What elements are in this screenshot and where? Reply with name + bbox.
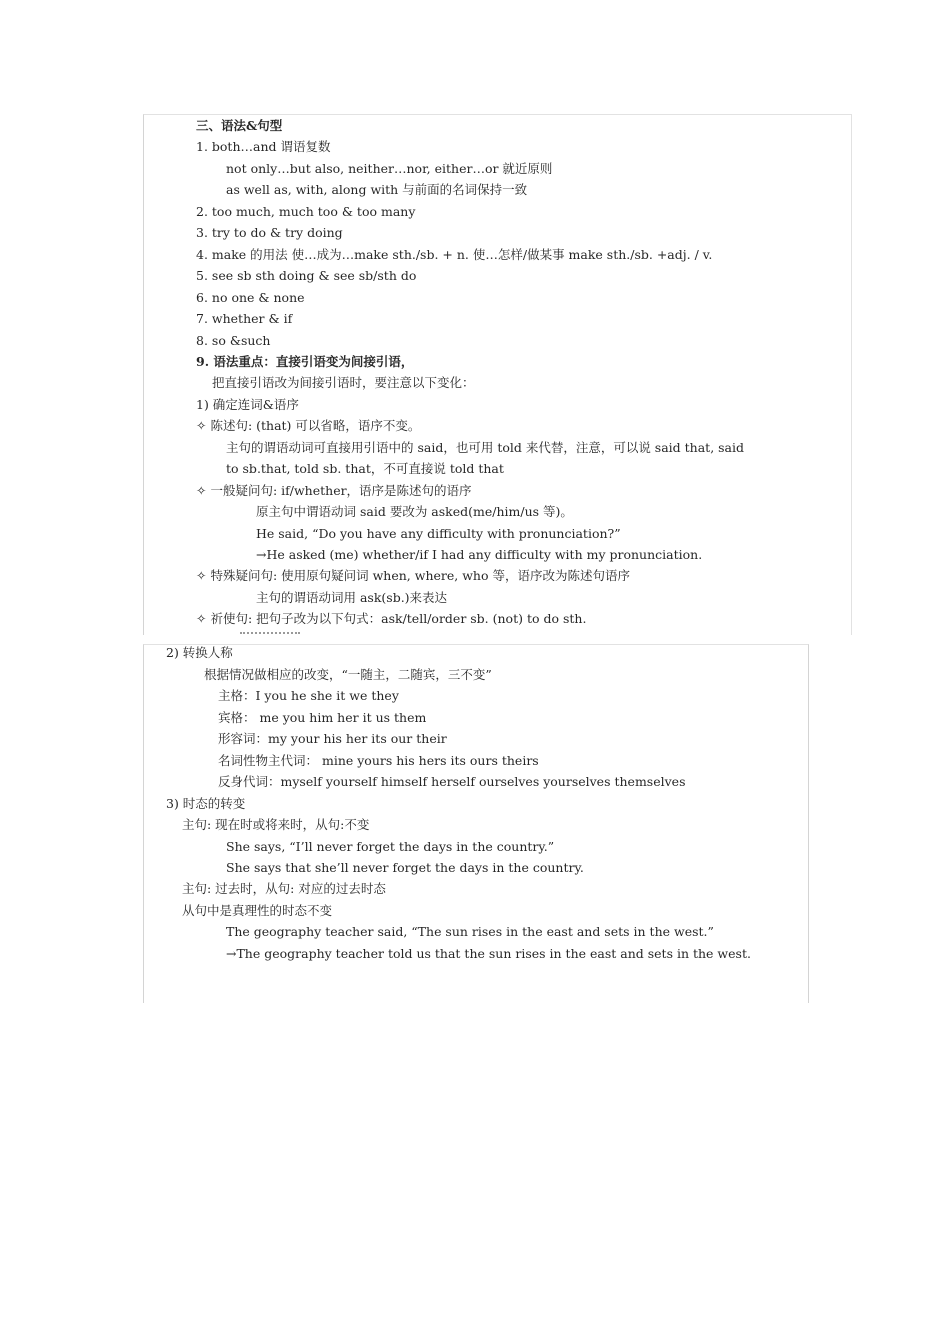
subsection-conjunction-order: 1) 确定连词&语序 bbox=[196, 397, 299, 412]
item-4-make: 4. make 的用法 使…成为…make sth./sb. + n. 使…怎样/做某事 make sth./sb. +adj. / v. bbox=[196, 247, 713, 262]
item-7-whether: 7. whether & if bbox=[196, 311, 293, 326]
tense-example-indirect: She says that she’ll never forget the days in the country. bbox=[226, 860, 584, 875]
pronouns-adjective: 形容词：my your his her its our their bbox=[218, 731, 447, 746]
tense-rule-present: 主句: 现在时或将来时，从句:不变 bbox=[182, 817, 370, 832]
item-1-both-and: 1. both…and 谓语复数 bbox=[196, 139, 331, 154]
yes-no-note: 原主句中谓语动词 said 要改为 asked(me/him/us 等)。 bbox=[256, 504, 573, 519]
cut-off-text-remnant bbox=[240, 630, 300, 634]
person-change-rule: 根据情况做相应的改变，“一随主，二随宾，三不变” bbox=[204, 667, 492, 682]
subsection-tense-change: 3) 时态的转变 bbox=[166, 796, 246, 811]
yes-no-example-direct: He said, “Do you have any difficulty with pronunciation?” bbox=[256, 526, 621, 541]
bullet-imperative: ✧ 祈使句: 把句子改为以下句式：ask/tell/order sb. (not) to do sth. bbox=[196, 611, 587, 626]
item-6-none: 6. no one & none bbox=[196, 290, 305, 305]
item-8-so-such: 8. so &such bbox=[196, 333, 271, 348]
item-2-too-much: 2. too much, much too & too many bbox=[196, 204, 416, 219]
pronouns-possessive: 名词性物主代词： mine yours his hers its ours theirs bbox=[218, 753, 539, 768]
tense-rule-truth: 从句中是真理性的时态不变 bbox=[182, 903, 333, 918]
bullet-wh-question: ✧ 特殊疑问句: 使用原句疑问词 when, where, who 等，语序改为陈述句语序 bbox=[196, 568, 630, 583]
item-3-try: 3. try to do & try doing bbox=[196, 225, 343, 240]
bullet-declarative: ✧ 陈述句: (that) 可以省略，语序不变。 bbox=[196, 418, 421, 433]
item-9-key-point: 9. 语法重点：直接引语变为间接引语， bbox=[196, 354, 414, 369]
tense-example-direct: She says, “I’ll never forget the days in the country.” bbox=[226, 839, 555, 854]
pronouns-reflexive: 反身代词：myself yourself himself herself ourselves yourselves themselves bbox=[218, 774, 686, 789]
pronouns-subject: 主格：I you he she it we they bbox=[218, 688, 399, 703]
declarative-note-1: 主句的谓语动词可直接用引语中的 said，也可用 told 来代替，注意，可以说 said that, said bbox=[226, 440, 745, 455]
reported-speech-intro: 把直接引语改为间接引语时，要注意以下变化： bbox=[212, 375, 475, 390]
pronouns-object: 宾格： me you him her it us them bbox=[218, 710, 427, 725]
item-1-as-well-as: as well as, with, along with 与前面的名词保持一致 bbox=[226, 182, 528, 197]
item-5-see: 5. see sb sth doing & see sb/sth do bbox=[196, 268, 417, 283]
yes-no-example-indirect: →He asked (me) whether/if I had any difficulty with my pronunciation. bbox=[256, 547, 703, 562]
wh-question-note: 主句的谓语动词用 ask(sb.)来表达 bbox=[256, 590, 448, 605]
item-1-proximity-rule: not only…but also, neither…nor, either…or 就近原则 bbox=[226, 161, 553, 176]
section-title: 三、语法&句型 bbox=[196, 118, 283, 133]
truth-example-direct: The geography teacher said, “The sun rises in the east and sets in the west.” bbox=[226, 924, 714, 939]
subsection-person-change: 2) 转换人称 bbox=[166, 645, 233, 660]
declarative-note-2: to sb.that, told sb. that，不可直接说 told that bbox=[226, 461, 504, 476]
truth-example-indirect: →The geography teacher told us that the sun rises in the east and sets in the west. bbox=[226, 946, 751, 961]
tense-rule-past: 主句: 过去时，从句: 对应的过去时态 bbox=[182, 881, 386, 896]
bullet-yes-no-question: ✧ 一般疑问句: if/whether，语序是陈述句的语序 bbox=[196, 483, 472, 498]
